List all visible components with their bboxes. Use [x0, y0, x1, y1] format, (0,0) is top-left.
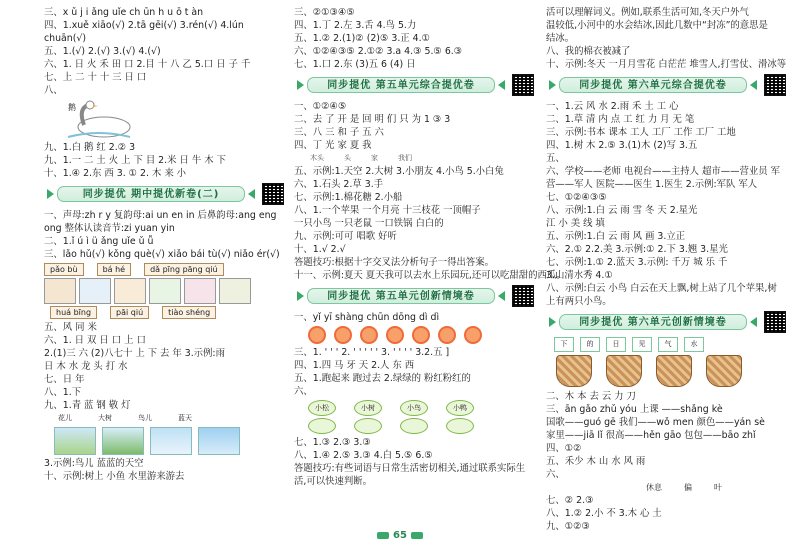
goose-illustration — [64, 99, 134, 139]
leaf-label: 小鸭 — [446, 400, 474, 416]
answer-line: 十、1.√ 2.√ — [294, 244, 346, 255]
animal-picture — [219, 278, 251, 304]
answer-line: 一、声母:zh r y 复韵母:ai un en in 后鼻韵母:ang eng — [44, 210, 277, 221]
answer-line: 三、示例:书本 课本 工人 工厂 工作 工厂 工地 — [546, 127, 736, 138]
column-right — [546, 6, 786, 533]
answer-lines-e — [294, 346, 534, 398]
answer-lines-a — [294, 6, 534, 71]
answer-line: 答题技巧:有些词语与日常生活密切相关,通过联系实际生 — [294, 463, 526, 474]
section-banner — [546, 311, 786, 333]
tree-picture — [102, 427, 144, 455]
answer-line: 一、1.云 风 水 2.雨 禾 土 工 心 — [546, 101, 679, 112]
basket-row — [556, 355, 786, 387]
word-label: 我们 — [398, 154, 412, 162]
banner-title: 同步提优 期中提优新卷(二) — [57, 186, 245, 202]
basket-icon — [706, 355, 742, 387]
answer-line: 八、我的棉衣被减了 — [546, 46, 631, 57]
answer-line: 四、丁 光 家 夏 我 — [294, 140, 372, 151]
basket-icon — [606, 355, 642, 387]
answer-line: 日 木 水 龙 头 打 水 — [44, 361, 128, 372]
flower-icon — [360, 326, 378, 344]
answer-line: 七、①②④③⑤ — [546, 192, 607, 203]
answer-line: 江 小 美 线 填 — [546, 218, 605, 229]
answer-line: 八、1.下 — [44, 387, 82, 398]
answer-line: 十、示例:冬天 一月月雪花 白茫茫 堆雪人,打雪仗、滑冰等 — [546, 59, 787, 70]
qr-code-icon[interactable] — [764, 74, 786, 96]
basket-icon — [556, 355, 592, 387]
page-decoration-icon — [377, 532, 389, 539]
answer-line: 八、1.一个苹果 一个月亮 十三枝花 一顶帽子 — [294, 205, 481, 216]
answer-line: 2.(1)三 六 (2)八七十 上 下 去 年 3.示例:雨 — [44, 348, 225, 359]
answer-line: 六、1.石头 2.草 3.手 — [294, 179, 384, 190]
activity-picture-row — [44, 278, 284, 304]
bird-picture — [150, 427, 192, 455]
answer-line: 营——军人 医院——医生 1.医生 2.示例:军队 军人 — [546, 179, 758, 190]
animal-picture — [184, 278, 216, 304]
pinyin-box-row-top — [44, 263, 284, 276]
answer-line: 三、八 三 和 子 五 六 — [294, 127, 384, 138]
answer-lines-b — [294, 100, 534, 152]
leaf-row — [308, 400, 534, 416]
answer-line: 家里——jiā lǐ 很高——hěn gāo 包包——bāo zhǐ — [546, 430, 756, 441]
answer-line: 二、去 了 开 是 回 明 们 只 为 1 ③ 3 — [294, 114, 451, 125]
page-decoration-icon — [411, 532, 423, 539]
pinyin-box: huá bīng — [50, 306, 97, 319]
answer-line: 七、上 二 十 十 三 日 口 — [44, 72, 147, 83]
answer-line: 七、示例:1.① 2.蓝天 3.示例: 千万 城 乐 千 — [546, 257, 728, 268]
answer-line: 七、1.③ 2.③ 3.③ — [294, 437, 371, 448]
page-number — [372, 528, 428, 542]
leaf-label: 小松 — [308, 400, 336, 416]
flower-icon — [334, 326, 352, 344]
answer-line: ong 整体认读音节:zi yuan yin — [44, 223, 175, 234]
answer-line: 四、1.树 木 2.⑤ 3.(1)木 (2)写 3.五 — [546, 140, 698, 151]
answer-line: 结冰。 — [546, 33, 575, 44]
answer-line: chuān(√) — [44, 33, 87, 44]
answer-line: 二、1.草 清 内 点 工 红 力 月 无 笔 — [546, 114, 695, 125]
answer-line: 三、②①③④⑤ — [294, 7, 355, 18]
banner-title: 同步提优 第五单元综合提优卷 — [307, 77, 495, 93]
answer-line: 六、1. 日 双 日 口 上 口 — [44, 335, 146, 346]
pinyin-box: tiào shéng — [162, 306, 216, 319]
flower-icon — [464, 326, 482, 344]
answer-line: 三、1. ' ' ' 2. ' ' ' ' ' 3. ' ' ' ' 3.2.五 ] — [294, 347, 450, 358]
answer-lines-d — [44, 321, 284, 412]
answer-line: 三、lǎo hǔ(√) kǒng què(√) xiǎo bái tù(√) niǎo ér(√) — [44, 249, 280, 260]
answer-line: 四、①② — [546, 443, 582, 454]
character-box: 见 — [632, 337, 652, 352]
answer-line: 七、示例:1.棉花糖 2.小船 — [294, 192, 403, 203]
answer-line: 八、1.④ 2.⑤ 3.③ 4.白 5.⑤ 6.⑤ — [294, 450, 433, 461]
answer-line: 四、1.丁 2.左 3.舌 4.鸟 5.力 — [294, 20, 417, 31]
word-label-row — [310, 152, 534, 165]
answer-line: 十、示例:树上 小鱼 水里游来游去 — [44, 471, 185, 482]
answer-line: 三、x ǔ j i ǎng uǐe ch ūn h u ō t àn — [44, 7, 204, 18]
leaf-label: 小鸟 — [400, 400, 428, 416]
qr-code-icon[interactable] — [764, 311, 786, 333]
answer-line: 五、示例:1.天空 2.大树 3.小朋友 4.小鸟 5.小白兔 — [294, 166, 504, 177]
banner-title: 同步提优 第六单元综合提优卷 — [559, 77, 747, 93]
answer-lines-a — [546, 6, 786, 71]
answer-line: 国歌——guó gē 我们——wǒ men 颜色——yán sè — [546, 417, 765, 428]
scene-picture-row — [54, 427, 284, 455]
sky-picture — [198, 427, 240, 455]
answer-line: 五、1.② 2.(1)② (2)⑤ 3.正 4.① — [294, 33, 431, 44]
monkey-picture — [44, 278, 76, 304]
animal-picture — [149, 278, 181, 304]
character-box: 下 — [554, 337, 574, 352]
leaf-icon — [354, 418, 382, 434]
word-label: 头 — [344, 154, 351, 162]
answer-line: 十一、示例:夏天 夏天我可以去水上乐园玩,还可以吃甜甜的西瓜。 — [294, 270, 566, 281]
answer-line: 八、 — [44, 85, 63, 96]
answer-line: 九、①②③ — [546, 521, 590, 532]
banner-title: 同步提优 第六单元创新情境卷 — [559, 314, 747, 330]
scene-label: 蓝天 — [178, 414, 192, 422]
answer-line: 九、1.白 鹅 红 2.② 3 — [44, 142, 136, 153]
character-box: 气 — [658, 337, 678, 352]
word-label: 木头 — [310, 154, 324, 162]
qr-code-icon[interactable] — [512, 285, 534, 307]
scene-label: 大树 — [98, 414, 112, 422]
answer-lines-c — [546, 390, 786, 481]
answer-line: 一、yǐ yī shàng chūn dōng dì dì — [294, 312, 440, 323]
answer-lines-d — [294, 311, 534, 324]
answer-line: 3.示例:鸟儿 蓝蓝的天空 — [44, 458, 144, 469]
answer-lines-c — [294, 165, 566, 282]
word-label: 家 — [371, 154, 378, 162]
answer-line: 七、日 年 — [44, 374, 85, 385]
column-left — [44, 6, 284, 483]
answer-line: 活可以理解词义。例如,联系生活可知,冬天户外气 — [546, 7, 749, 18]
leaf-label: 小树 — [354, 400, 382, 416]
answer-line: 八、示例:1.白 云 雨 雪 冬 天 2.星光 — [546, 205, 698, 216]
answer-line: 一只小鸟 一只老鼠 一口铁锅 白白的 — [294, 218, 444, 229]
flower-icon — [412, 326, 430, 344]
character-box-row — [554, 337, 786, 352]
answer-lines-b — [546, 100, 786, 308]
answer-line: 活,可以快速判断。 — [294, 476, 372, 487]
answer-line: 一、①②④⑤ — [294, 101, 347, 112]
banner-title: 同步提优 第五单元创新情境卷 — [307, 288, 495, 304]
pinyin-box: pāi qiú — [110, 306, 149, 319]
answer-line: 六、1. 日 火 禾 田 口 2.目 十 八 乙 5.口 日 子 千 — [44, 59, 251, 70]
answer-line: 二、木 本 去 云 力 刀 — [546, 391, 636, 402]
scene-label: 叶 — [714, 483, 722, 492]
character-box: 日 — [606, 337, 626, 352]
answer-lines-d — [546, 494, 786, 533]
character-box: 的 — [580, 337, 600, 352]
flower-icon — [438, 326, 456, 344]
answer-lines-c — [44, 209, 284, 261]
answer-line: 八、示例:白云 小鸟 白云在天上飘,树上站了几个苹果,树 — [546, 283, 777, 294]
scene-label: 花儿 — [58, 414, 72, 422]
answer-lines-f — [294, 436, 534, 488]
answer-line: 五、示例:1.白 云 雨 风 画 3.立正 — [546, 231, 686, 242]
answer-line: 上有两只小鸟。 — [546, 296, 612, 307]
pinyin-box: dǎ pīng pāng qiú — [144, 263, 224, 276]
answer-line: 六、 — [294, 386, 313, 397]
answer-lines-e — [44, 457, 284, 483]
answer-line: 四、1.xuě xiāo(√) 2.tā gēi(√) 3.rén(√) 4.lún — [44, 20, 244, 31]
answer-lines-b — [44, 141, 284, 180]
scene-label-row — [646, 481, 786, 494]
answer-line: 三、ān gǎo zhǔ yóu 上课 ——shǎng kè — [546, 404, 723, 415]
answer-line: 二、1.ǐ ú ì ü ǎng uǐe ǔ ǚ — [44, 236, 154, 247]
character-box: 水 — [684, 337, 704, 352]
leaf-icon — [446, 418, 474, 434]
answer-line: 十、1.④ 2.东 西 3. ① 2. 木 来 小 — [44, 168, 187, 179]
pinyin-box-row-bottom — [50, 306, 284, 319]
qr-code-icon[interactable] — [262, 183, 284, 205]
answer-line: 六、2.① 2.2.美 3.示例:① 2.下 3.翘 3.星光 — [546, 244, 728, 255]
answer-line: 五、 — [546, 153, 565, 164]
section-banner — [294, 74, 534, 96]
answer-line: 温较低,小河中的水会结冰,因此几数中“封冻”的意思是 — [546, 20, 768, 31]
section-banner — [44, 183, 284, 205]
pinyin-box: bá hé — [97, 263, 132, 276]
leaf-icon — [400, 418, 428, 434]
answer-line: 七、② 2.③ — [546, 495, 594, 506]
basket-icon — [656, 355, 692, 387]
scene-label: 偏 — [684, 483, 692, 492]
leaf-icon — [308, 418, 336, 434]
answer-line: 六、①②④③⑤ 2.①② 3.a 4.③ 5.⑤ 6.③ — [294, 46, 463, 57]
answer-line: 五、风 同 米 — [44, 322, 97, 333]
scene-label-row — [58, 412, 284, 425]
rabbit-picture — [79, 278, 111, 304]
flower-row — [308, 326, 534, 344]
answer-line: 六、 — [546, 469, 565, 480]
leaf-icon-row — [308, 418, 534, 434]
answer-line: 六、学校——老师 电视台——主持人 超市——营业员 军 — [546, 166, 780, 177]
goose-label: 鹅 — [68, 103, 76, 112]
scene-label: 休息 — [646, 483, 662, 492]
answer-lines-a — [44, 6, 284, 97]
scene-label: 鸟儿 — [138, 414, 152, 422]
qr-code-icon[interactable] — [512, 74, 534, 96]
answer-line: 五、禾少 木 山 水 风 雨 — [546, 456, 646, 467]
flower-icon — [308, 326, 326, 344]
answer-line: 五、1.跑起来 跑过去 2.绿绿的 粉红粉红的 — [294, 373, 471, 384]
answer-line: 九、1.青 蓝 钢 敬 灯 — [44, 400, 131, 411]
answer-line: 答题技巧:根据十字交叉法分析句子一得出答案。 — [294, 257, 495, 268]
flower-icon — [386, 326, 404, 344]
answer-line: 九、1.一 二 土 火 上 下 目 2.米 日 牛 木 下 — [44, 155, 226, 166]
answer-line: 九、示例:可可 唱歌 好听 — [294, 231, 397, 242]
section-banner — [294, 285, 534, 307]
answer-line: 七、1.口 2.东 (3)五 6 (4) 日 — [294, 59, 416, 70]
section-banner — [546, 74, 786, 96]
answer-line: 五、1.(√) 2.(√) 3.(√) 4.(√) — [44, 46, 161, 57]
answer-line: 四、1.四 马 牙 天 2.人 东 西 — [294, 360, 415, 371]
answer-line: 八、1.② 2.小 不 3.木 心 土 — [546, 508, 662, 519]
pinyin-box: pǎo bù — [44, 263, 84, 276]
answer-line: 3.山清水秀 4.① — [546, 270, 613, 281]
page-number-text: 65 — [393, 529, 407, 541]
flower-picture — [54, 427, 96, 455]
bear-picture — [114, 278, 146, 304]
